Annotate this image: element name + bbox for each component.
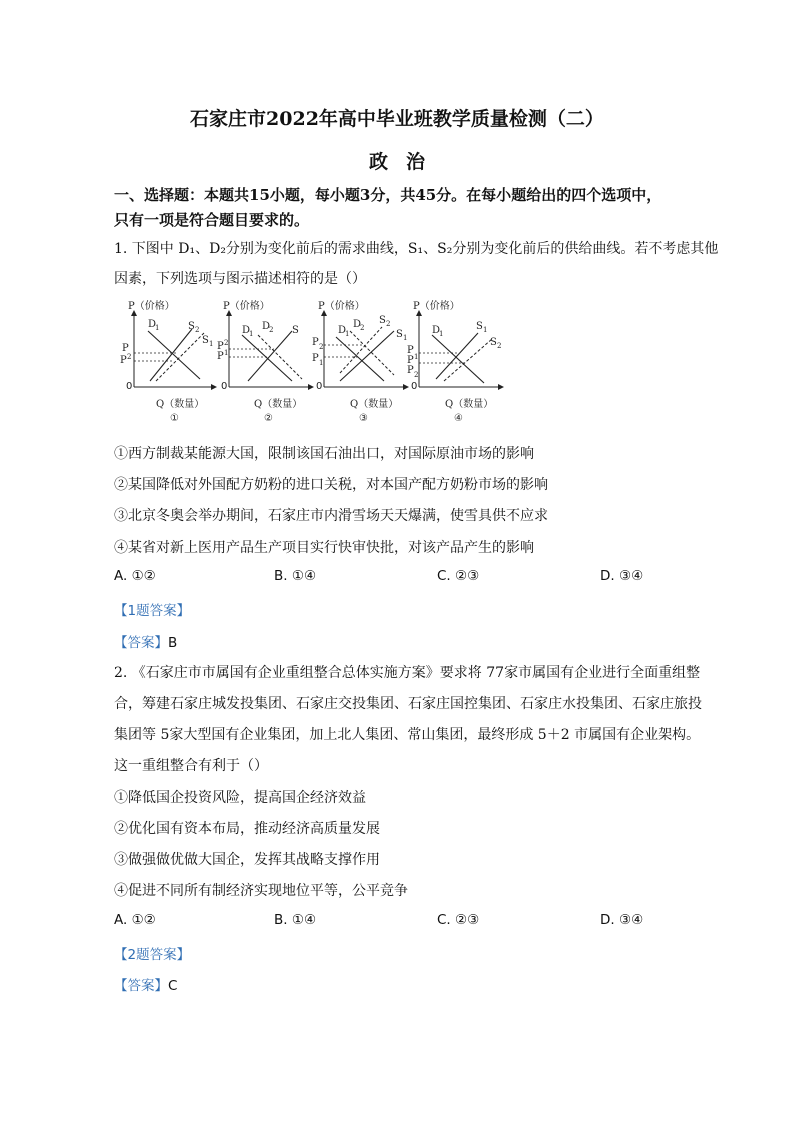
graph-4: [407, 299, 501, 424]
subject-heading: 政治: [368, 151, 443, 173]
svg-text:1: 1: [249, 330, 254, 338]
q2-answer-label: 【答案】: [114, 978, 168, 994]
svg-text:P: P: [217, 351, 224, 362]
section-heading-line1: 一、选择题：本题共15小题，每小题3分，共45分。在每小题给出的四个选项中，: [114, 186, 662, 204]
q2-stem-line1: 2. 《石家庄市市属国有企业重组整合总体实施方案》要求将 77家市属国有企业进行全面重组整: [114, 665, 701, 681]
graph-3: [312, 299, 407, 424]
graph-4-axis-p: P（价格）: [413, 301, 460, 312]
q2-statement-2: ②优化国有资本布局，推动经济高质量发展: [114, 821, 380, 837]
q1-answer-label: 【答案】: [114, 635, 168, 651]
q2-stem-line2: 合，筹建石家庄城发投集团、石家庄交投集团、石家庄国控集团、石家庄水投集团、石家庄旅投: [114, 696, 702, 712]
graph-1-axis-p: P（价格）: [128, 301, 175, 312]
graph-3-origin: 0: [316, 381, 323, 392]
svg-text:1: 1: [403, 334, 408, 342]
graph-2-axis-p: P（价格）: [223, 301, 270, 312]
svg-text:1: 1: [155, 324, 160, 332]
q1-answer-heading: 【1题答案】: [114, 603, 191, 619]
svg-text:2: 2: [497, 342, 502, 350]
q1-stem-line1: 1. 下图中 D₁、D₂分别为变化前后的需求曲线，S₁、S₂分别为变化前后的供给曲线。若不考虑其他: [114, 241, 719, 257]
graph-3-axis-p: P（价格）: [318, 301, 365, 312]
graph-2: [217, 299, 311, 424]
svg-text:2: 2: [386, 320, 391, 328]
svg-text:P: P: [407, 365, 414, 376]
graph-1-label: ①: [170, 413, 179, 424]
page-title: 石家庄市2022年高中毕业班教学质量检测（二）: [190, 108, 604, 130]
section-heading-line2: 只有一项是符合题目要求的。: [114, 211, 310, 229]
svg-text:D: D: [242, 325, 251, 336]
svg-text:1: 1: [319, 359, 324, 367]
svg-text:S: S: [476, 321, 483, 332]
q1-option-d: D. ③④: [600, 568, 644, 584]
svg-text:S: S: [490, 337, 497, 348]
svg-text:2: 2: [127, 353, 132, 361]
svg-text:2: 2: [224, 339, 229, 347]
q2-option-b: B. ①④: [274, 912, 317, 928]
q1-statement-3: ③北京冬奥会举办期间，石家庄市内滑雪场天天爆满，使雪具供不应求: [114, 508, 548, 524]
q1-option-a: A. ①②: [114, 568, 156, 584]
graph-1-axis-q: Q（数量）: [156, 399, 205, 410]
graph-4-axis-q: Q（数量）: [445, 399, 494, 410]
svg-text:S: S: [396, 329, 403, 340]
graph-3-axis-q: Q（数量）: [350, 399, 399, 410]
graph-4-origin: 0: [411, 381, 418, 392]
q1-stem-line2: 因素，下列选项与图示描述相符的是（）: [114, 271, 366, 287]
svg-text:P: P: [407, 355, 414, 366]
svg-text:P: P: [122, 343, 129, 354]
q2-answer-heading: 【2题答案】: [114, 947, 191, 963]
q2-statement-1: ①降低国企投资风险，提高国企经济效益: [114, 790, 366, 806]
svg-text:P: P: [312, 353, 319, 364]
svg-text:S: S: [292, 325, 299, 336]
svg-text:P: P: [217, 341, 224, 352]
graph-4-label: ④: [454, 413, 463, 424]
supply-demand-graphs: [114, 293, 504, 431]
svg-text:S: S: [188, 321, 195, 332]
q1-statement-2: ②某国降低对外国配方奶粉的进口关税，对本国产配方奶粉市场的影响: [114, 477, 548, 493]
q1-answer: [114, 631, 177, 651]
svg-text:D: D: [353, 319, 362, 330]
q2-option-c: C. ②③: [437, 912, 480, 928]
q2-statement-4: ④促进不同所有制经济实现地位平等，公平竞争: [114, 883, 408, 899]
svg-text:1: 1: [209, 340, 214, 348]
svg-text:1: 1: [439, 330, 444, 338]
svg-text:D: D: [432, 325, 441, 336]
svg-text:2: 2: [319, 343, 324, 351]
q2-option-a: A. ①②: [114, 912, 156, 928]
svg-text:D: D: [262, 321, 271, 332]
svg-text:D: D: [338, 325, 347, 336]
q1-answer-value: B: [168, 635, 178, 651]
svg-text:1: 1: [345, 330, 350, 338]
svg-text:S: S: [379, 315, 386, 326]
svg-text:2: 2: [360, 324, 365, 332]
graph-2-origin: 0: [221, 381, 228, 392]
q2-stem-line4: 这一重组整合有利于（）: [114, 758, 268, 774]
q1-statement-1: ①西方制裁某能源大国，限制该国石油出口，对国际原油市场的影响: [114, 446, 534, 462]
svg-text:P: P: [120, 355, 127, 366]
graph-2-label: ②: [264, 413, 273, 424]
svg-text:1: 1: [414, 353, 419, 361]
q2-answer-value: C: [168, 978, 178, 994]
svg-text:2: 2: [414, 371, 419, 379]
svg-text:D: D: [148, 319, 157, 330]
svg-text:P: P: [312, 337, 319, 348]
graph-1-origin: 0: [126, 381, 133, 392]
svg-text:2: 2: [195, 326, 200, 334]
q1-option-b: B. ①④: [274, 568, 317, 584]
svg-text:S: S: [202, 335, 209, 346]
q2-statement-3: ③做强做优做大国企，发挥其战略支撑作用: [114, 852, 380, 868]
graph-2-axis-q: Q（数量）: [254, 399, 303, 410]
svg-text:P: P: [407, 345, 414, 356]
svg-text:1: 1: [224, 349, 229, 357]
q2-stem-line3: 集团等 5家大型国有企业集团，加上北人集团、常山集团，最终形成 5＋2 市属国有企业架构。: [114, 727, 701, 743]
q1-statement-4: ④某省对新上医用产品生产项目实行快审快批，对该产品产生的影响: [114, 540, 534, 556]
graph-3-label: ③: [359, 413, 368, 424]
q1-option-c: C. ②③: [437, 568, 480, 584]
svg-text:2: 2: [269, 326, 274, 334]
svg-text:1: 1: [483, 326, 488, 334]
q2-answer: [114, 974, 177, 994]
graph-1: [120, 299, 214, 424]
q2-option-d: D. ③④: [600, 912, 644, 928]
